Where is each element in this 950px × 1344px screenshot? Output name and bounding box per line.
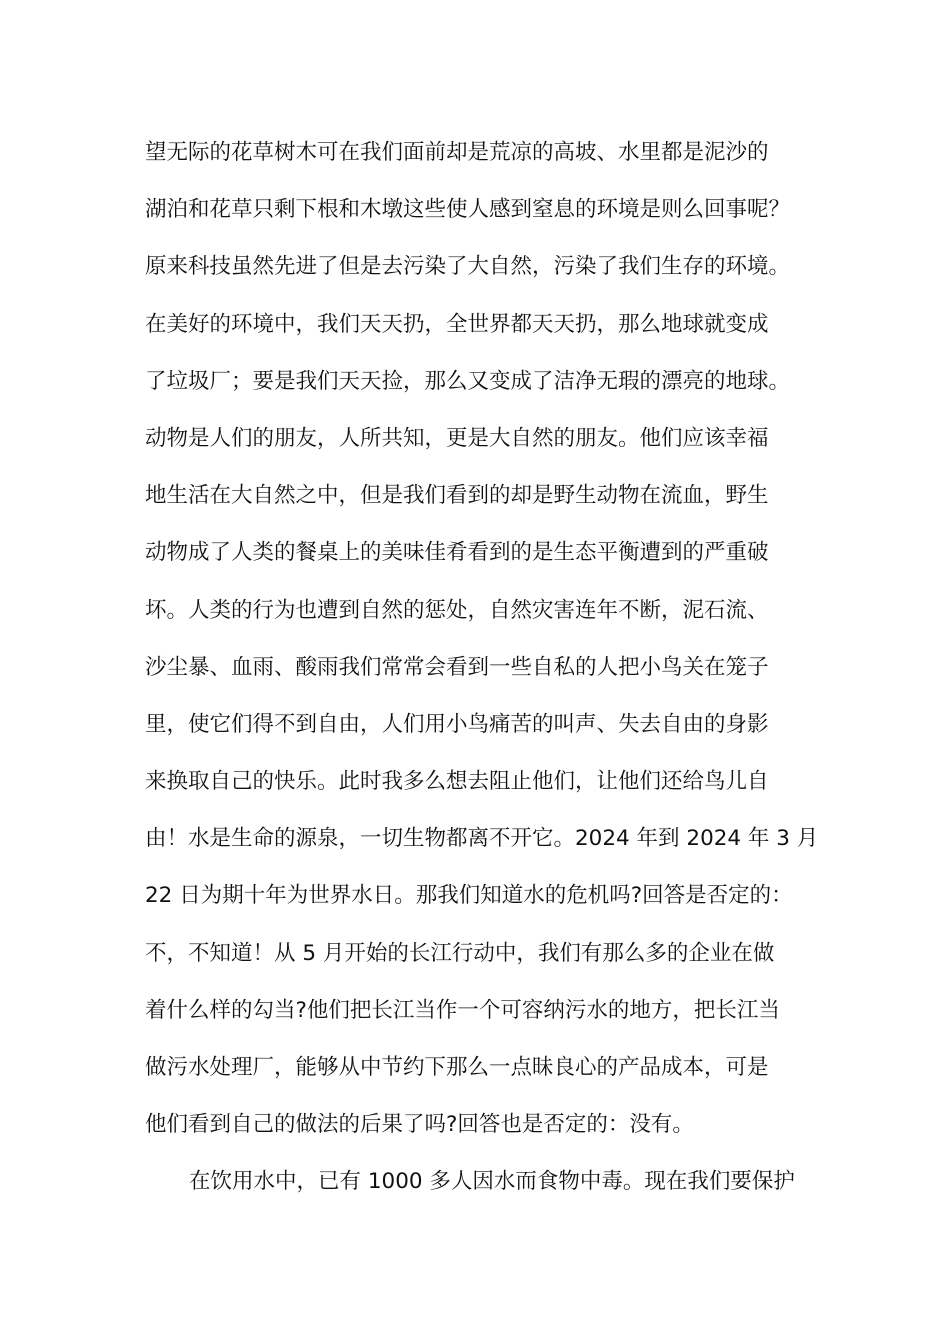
text-line: 原来科技虽然先进了但是去污染了大自然，污染了我们生存的环境。 (145, 254, 791, 280)
text-line: 了垃圾厂；要是我们天天捡，那么又变成了洁净无瑕的漂亮的地球。 (145, 368, 791, 394)
text-line: 在美好的环境中，我们天天扔，全世界都天天扔，那么地球就变成 (145, 311, 769, 337)
text-line: 22 日为期十年为世界水日。那我们知道水的危机吗?回答是否定的： (145, 883, 793, 909)
text-line: 动物成了人类的餐桌上的美味佳肴看到的是生态平衡遭到的严重破 (145, 540, 769, 566)
text-line: 望无际的花草树木可在我们面前却是荒凉的高坡、水里都是泥沙的 (145, 140, 769, 165)
paragraph-start-line: 在饮用水中，已有 1000 多人因水而食物中毒。现在我们要保护 (189, 1169, 795, 1195)
text-line: 坏。人类的行为也遭到自然的惩处，自然灾害连年不断，泥石流、 (145, 597, 769, 623)
text-line: 动物是人们的朋友，人所共知，更是大自然的朋友。他们应该幸福 (145, 425, 769, 451)
text-line: 做污水处理厂，能够从中节约下那么一点昧良心的产品成本，可是 (145, 1055, 769, 1080)
text-line: 里，使它们得不到自由，人们用小鸟痛苦的叫声、失去自由的身影 (145, 711, 769, 737)
text-line: 地生活在大自然之中，但是我们看到的却是野生动物在流血，野生 (145, 483, 769, 509)
text-line: 由！水是生命的源泉，一切生物都离不开它。2024 年到 2024 年 3 月 (145, 826, 819, 852)
text-line: 沙尘暴、血雨、酸雨我们常常会看到一些自私的人把小鸟关在笼子 (145, 654, 769, 680)
text-line: 着什么样的勾当?他们把长江当作一个可容纳污水的地方，把长江当 (145, 997, 780, 1023)
text-line: 湖泊和花草只剩下根和木墩这些使人感到窒息的环境是则么回事呢？ (145, 197, 791, 223)
text-line: 不，不知道！从 5 月开始的长江行动中，我们有那么多的企业在做 (145, 940, 775, 966)
text-line: 他们看到自己的做法的后果了吗?回答也是否定的：没有。 (145, 1112, 694, 1138)
text-line: 来换取自己的快乐。此时我多么想去阻止他们，让他们还给鸟儿自 (145, 769, 769, 795)
body-text (145, 131, 825, 1218)
